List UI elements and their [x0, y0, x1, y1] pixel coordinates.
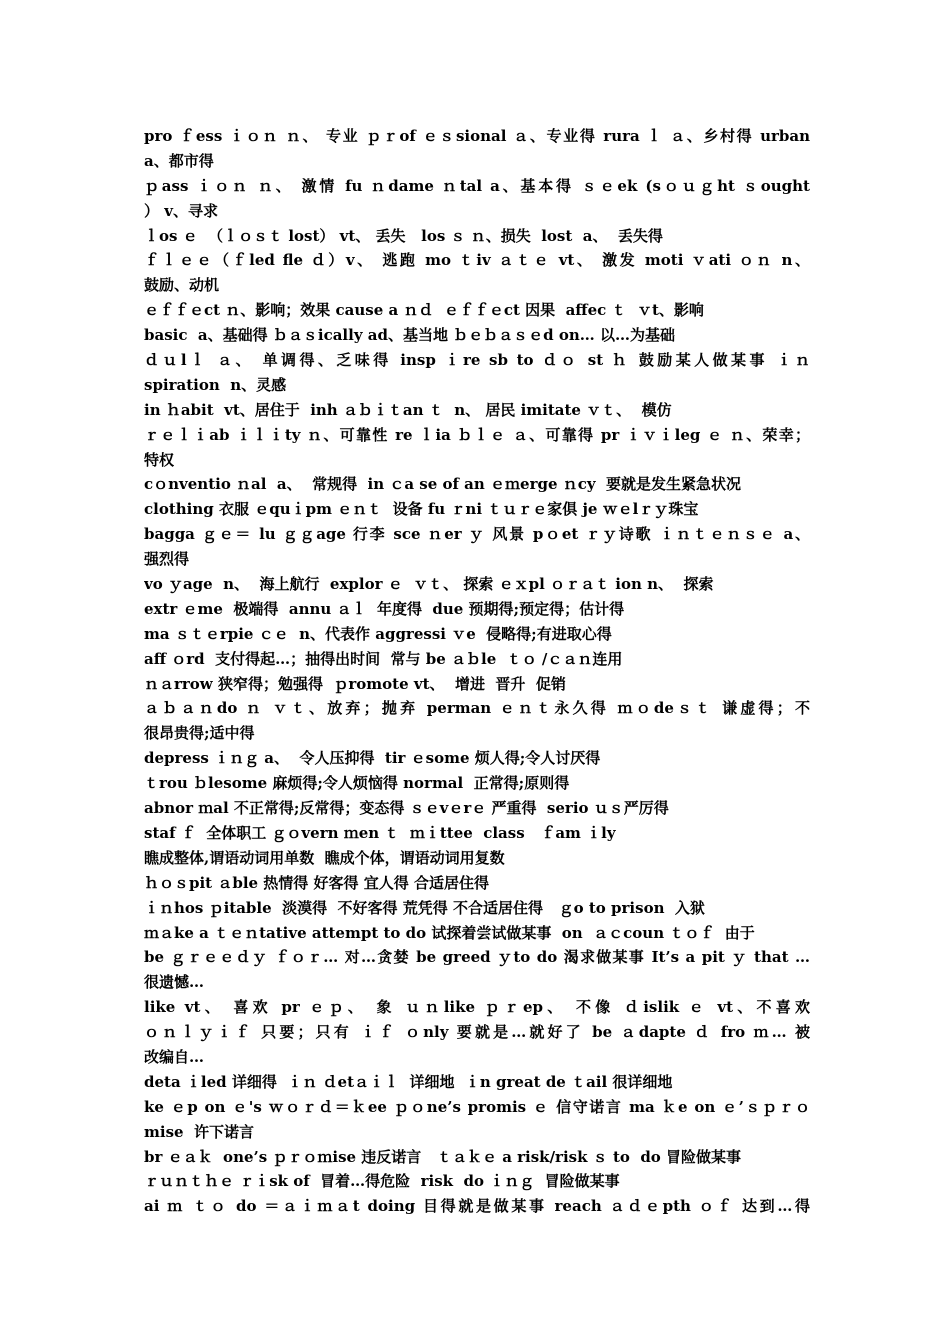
text-line: abnor ｍal 不正常得;反常得；变态得 ｓｅvｅrｅ 严重得 serio ｕｓ严厉得	[144, 799, 669, 818]
text-line: 很遗憾…	[144, 973, 205, 992]
text-line: ｍａke a ｔｅｎtative attempt to do 试探着尝试做某事 on ａｃcoun ｔｏｆ 由于	[144, 923, 755, 942]
text-line: deta ｉled 详细得 ｉｎ ｄetａｉｌ 详细地 ｉn great de ｔail 很详细地	[144, 1072, 673, 1091]
text-line: bagga ｇｅ＝ lu ｇｇage 行李 sce ｎer ｙ 风景 pｏet ｒｙ诗歌 ｉｎｔｅｎｓｅ a、	[144, 525, 810, 544]
text-line: ｅｆｆｅct ｎ、影响；效果 cause a ｎｄ ｅｆｆｅct 因果 affec ｔ ｖt、影响	[144, 301, 704, 320]
text-line: ｆｌｅｅ（ｆled fle ｄ）v、 逃跑 mo ｔiv ａｔｅ vt、 激发 moti ｖati ｏｎ n、	[144, 251, 810, 270]
text-line: ｐass ｉｏｎ ｎ、 激情 fu ｎdame ｎtal a、基本得 ｓｅek (sｏｕｇht ｓought	[144, 176, 810, 195]
text-line: ｒｅｌｉab ｉｌｉty ｎ、可靠性 re ｌia ｂｌｅ ａ、可靠得 pr ｉｖｉleg ｅ ｎ、荣幸；	[144, 425, 810, 444]
text-line: ｄｕlｌ ａ、 单调得、乏味得 insp ｉre sb to ｄｏ st ｈ 鼓励某人做某事 ｉｎ	[144, 351, 810, 370]
text-line: ｏｎｌｙｉｆ 只要；只有 ｉｆ ｏnly 要就是…就好了 be ａdapte ｄ fro ｍ… 被	[144, 1023, 810, 1042]
text-line: ke ｅp on ｅ's ｗｏｒｄ＝ｋee ｐｏne’s promis ｅ 信守诺言 ma ｋe on ｅ’ｓｐｒｏ	[144, 1097, 810, 1116]
text-line: vo ｙage n、 海上航行 explor ｅ ｖｔ、 探索 ｅｘpl ｏｒａｔ ion n、 探索	[144, 575, 714, 594]
text-line: clothing 衣服 ｅquｉpm ｅｎｔ 设备 fu ｒni ｔｕｒｅ家俱 je ｗｅlｒｙ珠宝	[144, 500, 699, 519]
text-line: ｌos ｅ （ｌｏｓｔ lost） vt、 丢失 los ｓ ｎ、损失 lost a、 丢失得	[144, 226, 663, 245]
text-line: ｈｏｓpit ａble 热情得 好客得 宜人得 合适居住得	[144, 873, 489, 892]
text-line: ai ｍ ｔｏ do ＝ａｉｍａt doing 目得就是做某事 reach ａｄｅpth ｏｆ 达到…得	[144, 1197, 810, 1216]
text-line: mise 许下诺言	[144, 1122, 255, 1141]
text-line: staf ｆ 全体职工 ｇｏvern ｍen ｔ ｍｉttee class ｆam ｉly	[144, 823, 616, 842]
text-line: ｉｎhos ｐitable 淡漠得 不好客得 荒凭得 不合适居住得 ｇo to prison 入狱	[144, 898, 705, 917]
text-line: 强烈得	[144, 550, 190, 569]
text-line: in ｈabit vt、居住于 inh ａｂｉｔan ｔ n、 居民 imitate ｖｔ、 模仿	[144, 400, 672, 419]
text-line: basic a、基础得 ｂａｓically ad、基当地 ｂｅｂａｓｅd on… 以…为基础	[144, 326, 676, 345]
text-line: ｒｕｎｔｈｅ ｒｉsk of 冒着…得危险 risk do ｉｎｇ 冒险做某事	[144, 1172, 620, 1191]
text-line: br ｅａｋ one’s ｐｒｏｍise 违反诺言 ｔａｋｅ a risk/risk ｓ to do 冒险做某事	[144, 1147, 742, 1166]
text-line: depress ｉｎｇ a、 令人压抑得 tir ｅsome 烦人得;令人讨厌得	[144, 749, 601, 768]
document-page	[144, 124, 810, 1219]
text-line: be ｇｒｅｅｄｙ ｆｏｒ… 对…贪婪 be greed ｙto do 渴求做某事 It’s a pit ｙ that …	[144, 948, 810, 967]
text-line: like vt、 喜欢 pr ｅｐ、 象 ｕｎlike ｐｒep、 不像 ｄislik ｅ vt、不喜欢	[144, 998, 810, 1017]
text-line: extr ｅme 极端得 annu ａｌ 年度得 due 预期得;预定得；估计得	[144, 599, 625, 618]
text-line: ａｂａｎdo ｎ ｖｔ、放弃；抛弃 perman ｅｎｔ永久得 ｍｏdeｓｔ 谦虚得；不	[144, 699, 810, 718]
text-line: spiration n、灵感	[144, 375, 287, 394]
text-line: pro ｆess ｉｏｎ ｎ、 专业 ｐｒof ｅｓsional ａ、专业得 rura ｌ ａ、乡村得 urban	[144, 127, 810, 145]
text-line: ｔrou ｂlesome 麻烦得;令人烦恼得 normal 正常得;原则得	[144, 774, 570, 793]
text-line: 改编自…	[144, 1047, 205, 1066]
text-line: aff ｏrd 支付得起…；抽得出时间 常与 be ａｂle ｔｏ /ｃａｎ连用	[144, 649, 623, 668]
text-line: ） v、寻求	[144, 201, 218, 220]
text-line: 鼓励、动机	[144, 276, 220, 295]
text-line: 特权	[144, 450, 175, 469]
text-line: ma ｓｔｅrpie ｃｅ n、代表作 aggressi ｖe 侵略得;有进取心得	[144, 624, 612, 643]
text-line: 很昂贵得;适中得	[144, 724, 255, 743]
text-line: a、都市得	[144, 151, 214, 170]
text-line: cｏnventio ｎal a、 常规得 in ｃa se of an ｅｍerge ｎcy 要就是发生紧急状况	[144, 475, 742, 494]
text-line: 瞧成整体,谓语动词用单数 瞧成个体，谓语动词用复数	[144, 848, 505, 867]
text-line: ｎａrrow 狭窄得；勉强得 ｐromote vt、 增进 晋升 促销	[144, 674, 566, 693]
